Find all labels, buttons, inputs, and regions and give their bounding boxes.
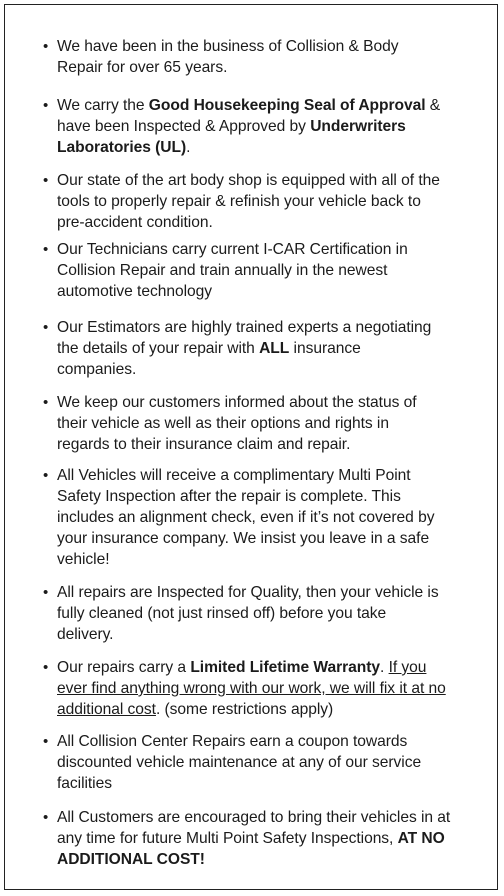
bullet-icon: •	[43, 394, 49, 411]
emphasis-text: Good Housekeeping Seal of Approval	[148, 97, 426, 114]
list-item	[43, 465, 453, 570]
body-text: .	[186, 139, 191, 156]
body-text: insurance companies.	[57, 340, 361, 378]
body-text: All Vehicles will receive a complimentary Multi Point Safety Inspection after the repair is complete. This includes an alignment check, even if it’s not covered by your insurance company. We insist you leave in a safe vehicle!	[57, 467, 435, 568]
list-item-text	[57, 582, 443, 645]
emphasis-text: Limited Lifetime Warranty	[190, 659, 380, 676]
body-text: .	[380, 659, 389, 676]
list-item	[43, 317, 443, 380]
list-item	[43, 731, 443, 794]
list-item	[43, 657, 453, 720]
bullet-icon: •	[43, 809, 49, 826]
bullet-icon: •	[43, 467, 49, 484]
body-text: We keep our customers informed about the status of their vehicle as well as their options and rights in regards to their insurance claim and repair.	[57, 394, 417, 453]
bullet-icon: •	[43, 733, 49, 750]
document-frame	[4, 4, 498, 890]
body-text: Our Estimators are highly trained experts a negotiating the details of your repair with	[57, 319, 432, 357]
bullet-icon: •	[43, 319, 49, 336]
emphasis-text: Underwriters Laboratories (UL)	[57, 118, 406, 156]
list-item-text	[57, 731, 443, 794]
list-item	[43, 392, 443, 455]
list-item-text	[57, 36, 433, 78]
list-item-text	[57, 239, 443, 302]
underlined-text: If you ever find anything wrong with our work, we will fix it at no additional cost	[57, 659, 446, 718]
body-text: We have been in the business of Collision & Body Repair for over 65 years.	[57, 38, 399, 76]
bullet-icon: •	[43, 38, 49, 55]
list-item-text	[57, 95, 453, 158]
list-item	[43, 582, 443, 645]
list-item-text	[57, 392, 443, 455]
bullet-icon: •	[43, 241, 49, 258]
bullet-icon: •	[43, 172, 49, 189]
bullet-icon: •	[43, 584, 49, 601]
list-item	[43, 170, 443, 233]
body-text: Our Technicians carry current I-CAR Certification in Collision Repair and train annually in the newest automotive technology	[57, 241, 408, 300]
list-item-text	[57, 465, 453, 570]
list-item	[43, 95, 453, 158]
body-text: . (some restrictions apply)	[155, 701, 334, 718]
list-item-text	[57, 317, 443, 380]
list-item-text	[57, 807, 453, 870]
list-item	[43, 807, 453, 870]
body-text: We carry the	[57, 97, 149, 114]
body-text: Our state of the art body shop is equipped with all of the tools to properly repair & refinish your vehicle back to pre-accident condition.	[57, 172, 440, 231]
bullet-icon: •	[43, 659, 49, 676]
list-item-text	[57, 170, 443, 233]
emphasis-text: AT NO ADDITIONAL COST!	[57, 830, 445, 868]
list-item-text	[57, 657, 453, 720]
body-text: Our repairs carry a	[57, 659, 191, 676]
emphasis-text: ALL	[259, 340, 290, 357]
list-item	[43, 36, 433, 78]
bullet-icon: •	[43, 97, 49, 114]
body-text: All Collision Center Repairs earn a coupon towards discounted vehicle maintenance at any of our service facilities	[57, 733, 422, 792]
body-text: & have been Inspected & Approved by	[57, 97, 441, 135]
body-text: All Customers are encouraged to bring their vehicles in at any time for future Multi Point Safety Inspections,	[57, 809, 451, 847]
list-item	[43, 239, 443, 302]
body-text: All repairs are Inspected for Quality, then your vehicle is fully cleaned (not just rinsed off) before you take delivery.	[57, 584, 439, 643]
